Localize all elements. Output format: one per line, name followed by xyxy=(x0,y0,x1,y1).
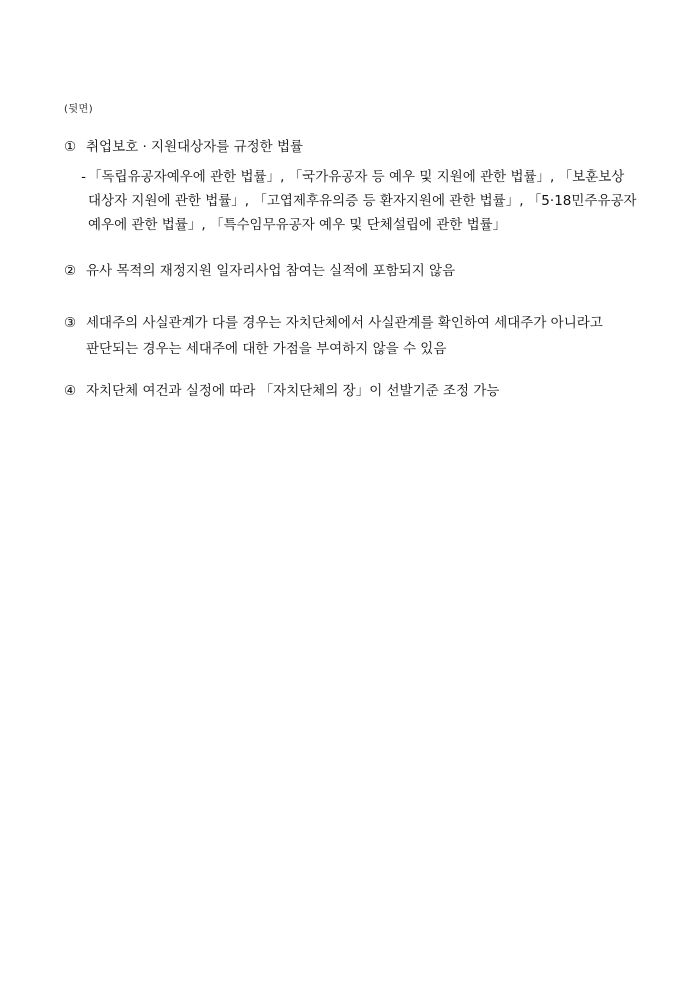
item-4-marker: ④ xyxy=(64,383,77,399)
item-3-text-line-2: 판단되는 경우는 세대주에 대한 가점을 부여하지 않을 수 있음 xyxy=(86,341,447,357)
item-1-employment-protection-laws xyxy=(64,134,644,160)
back-side-label: (뒷면) xyxy=(64,104,94,115)
item-3-marker: ③ xyxy=(64,315,77,331)
law-list-line-3: 예우에 관한 법률」, 「특수임무유공자 예우 및 단체설립에 관한 법률」 xyxy=(88,217,507,233)
item-4-text: 자치단체 여건과 실정에 따라 「자치단체의 장」이 선발기준 조정 가능 xyxy=(86,383,500,399)
item-1-text: 취업보호 · 지원대상자를 규정한 법률 xyxy=(86,139,304,155)
item-1-law-list xyxy=(64,165,644,237)
item-2-similar-programs xyxy=(64,258,644,284)
item-2-marker: ② xyxy=(64,263,77,279)
law-list-line-2: 대상자 지원에 관한 법률」, 「고엽제후유의증 등 환자지원에 관한 법률」, 「5·18민주유공자 xyxy=(88,193,637,209)
law-list-line-1: 「독립유공자예우에 관한 법률」, 「국가유공자 등 예우 및 지원에 관한 법률」, 「보훈보상 xyxy=(88,169,625,185)
item-4-local-adjustment xyxy=(64,378,644,404)
item-1-marker: ① xyxy=(64,139,77,155)
item-2-text: 유사 목적의 재정지원 일자리사업 참여는 실적에 포함되지 않음 xyxy=(86,263,456,279)
item-3-text-line-1: 세대주의 사실관계가 다를 경우는 자치단체에서 사실관계를 확인하여 세대주가 아니라고 xyxy=(86,315,603,331)
law-list-dash: - xyxy=(81,169,86,185)
item-3-household-head xyxy=(64,310,644,362)
